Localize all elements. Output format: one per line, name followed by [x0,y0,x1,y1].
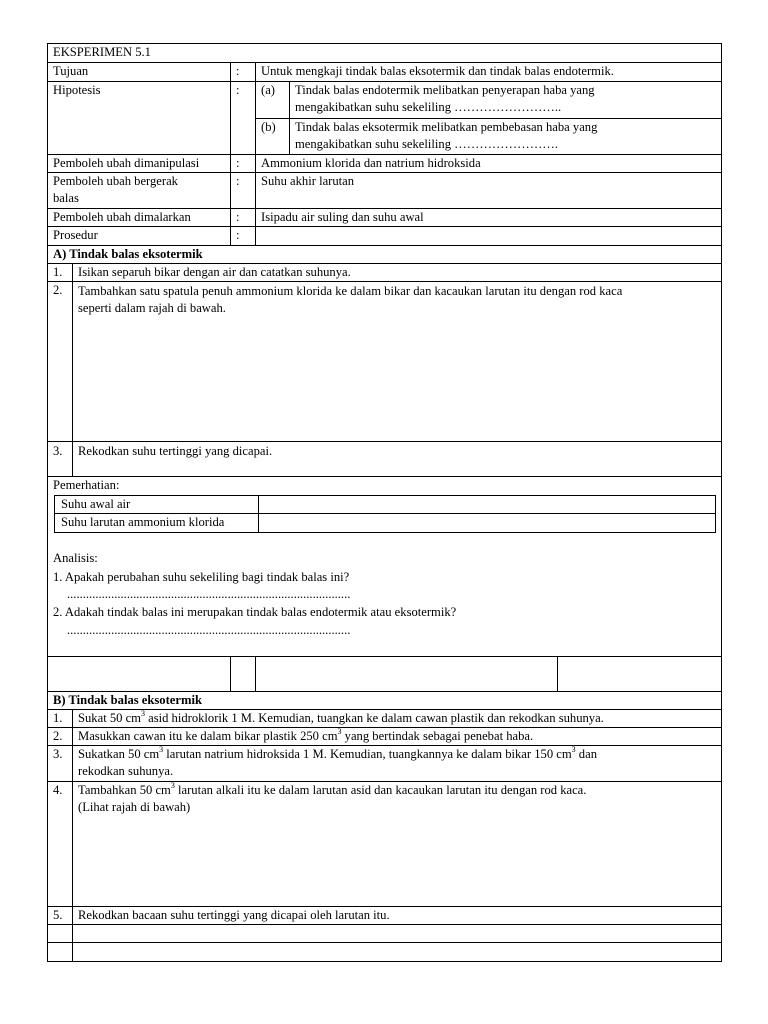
section-b-step-2 [48,728,721,746]
dimalarkan-colon: : [236,210,240,224]
step-number: 2. [53,283,63,297]
observation-row [55,496,715,514]
manipulasi-label: Pemboleh ubah dimanipulasi [53,156,200,170]
prosedur-label: Prosedur [53,228,98,242]
hipotesis-b-line2: mengakibatkan suhu sekeliling ……………………. [295,137,559,151]
step-text-b: yang bertindak sebagai penebat haba. [341,729,534,743]
analysis-question-1: 1. Apakah perubahan suhu sekeliling bagi tindak balas ini? [53,570,350,584]
section-b-step-3 [48,746,721,782]
step-text-a: Masukkan cawan itu ke dalam bikar plastik 250 cm [78,729,338,743]
step-text: Isikan separuh bikar dengan air dan catatkan suhunya. [78,265,351,279]
observation-heading: Pemerhatian: [53,478,120,492]
section-b-step-4 [48,782,721,907]
analysis-answer-line-1[interactable]: .......................................................................................... [67,587,351,601]
bergerak-row [48,173,721,209]
section-a-heading: A) Tindak balas eksotermik [53,247,203,261]
observation-row [55,514,715,532]
hipotesis-a-line2: mengakibatkan suhu sekeliling …………………….. [295,100,562,114]
bergerak-value: Suhu akhir larutan [261,174,355,188]
dimalarkan-row [48,209,721,227]
step-text-a: Sukatkan 50 cm [78,747,160,761]
step-number: 4. [53,783,63,797]
experiment-table [47,43,722,962]
hipotesis-row [48,82,721,155]
blank-step-row [48,943,721,961]
hipotesis-b [256,119,721,154]
step-text-line2: rekodkan suhunya. [78,764,174,778]
step-text-line2: seperti dalam rajah di bawah. [78,301,226,315]
section-a-step-1 [48,264,721,282]
step-text: Rekodkan bacaan suhu tertinggi yang dicapai oleh larutan itu. [78,908,390,922]
hipotesis-colon: : [236,83,240,97]
step-text-c: dan [575,747,597,761]
superscript: 3 [337,728,342,736]
section-b-heading: B) Tindak balas eksotermik [53,693,202,707]
section-a-step-2 [48,282,721,442]
dimalarkan-label: Pemboleh ubah dimalarkan [53,210,191,224]
step-text-line2: (Lihat rajah di bawah) [78,800,191,814]
step-number: 1. [53,711,63,725]
observation-table [54,495,716,533]
blank-step-row [48,925,721,943]
analysis-answer-line-2[interactable]: .......................................................................................... [67,623,351,637]
tujuan-row [48,63,721,82]
superscript: 3 [159,746,164,754]
hipotesis-b-line1: Tindak balas eksotermik melibatkan pembebasan haba yang [295,120,598,134]
analysis-heading: Analisis: [53,551,98,565]
section-b-step-5 [48,907,721,925]
title-row [48,44,721,63]
step-number: 5. [53,908,63,922]
prosedur-colon: : [236,228,240,242]
superscript: 3 [170,782,175,790]
tujuan-value: Untuk mengkaji tindak balas eksotermik dan tindak balas endotermik. [261,64,614,78]
step-text-line1: Tambahkan satu spatula penuh ammonium klorida ke dalam bikar dan kacaukan larutan itu dengan rod kaca [78,284,623,298]
observation-value-cell[interactable] [258,514,715,532]
hipotesis-b-tag: (b) [261,120,276,134]
dimalarkan-value: Isipadu air suling dan suhu awal [261,210,424,224]
experiment-title: EKSPERIMEN 5.1 [53,45,151,59]
step-text-a: Sukat 50 cm [78,711,141,725]
bergerak-colon: : [236,174,240,188]
step-text-b: larutan natrium hidroksida 1 M. Kemudian, tuangkannya ke dalam bikar 150 cm [163,747,572,761]
manipulasi-value: Ammonium klorida dan natrium hidroksida [261,156,481,170]
bergerak-label-line1: Pemboleh ubah bergerak [53,174,178,188]
step-text-b: larutan alkali itu ke dalam larutan asid dan kacaukan larutan itu dengan rod kaca. [174,783,587,797]
observation-analysis-block [48,477,721,657]
step-text-a: Tambahkan 50 cm [78,783,171,797]
observation-value-cell[interactable] [258,496,715,513]
superscript: 3 [140,710,145,718]
observation-label: Suhu larutan ammonium klorida [61,515,225,529]
step-number: 3. [53,444,63,458]
hipotesis-label: Hipotesis [53,83,101,97]
hipotesis-a-tag: (a) [261,83,275,97]
analysis-question-2: 2. Adakah tindak balas ini merupakan tindak balas endotermik atau eksotermik? [53,605,457,619]
step-number: 1. [53,265,63,279]
step-text: Rekodkan suhu tertinggi yang dicapai. [78,444,273,458]
step-number: 2. [53,729,63,743]
manipulasi-row [48,155,721,173]
prosedur-row [48,227,721,246]
section-a-heading-row [48,246,721,264]
observation-label: Suhu awal air [61,497,131,511]
section-b-step-1 [48,710,721,728]
blank-row [48,657,721,692]
bergerak-label-line2: balas [53,191,79,205]
tujuan-colon: : [236,64,240,78]
hipotesis-a [256,82,721,119]
superscript: 3 [571,746,576,754]
step-text-b: asid hidroklorik 1 M. Kemudian, tuangkan ke dalam cawan plastik dan rekodkan suhunya. [144,711,604,725]
step-number: 3. [53,747,63,761]
manipulasi-colon: : [236,156,240,170]
section-b-heading-row [48,692,721,710]
hipotesis-a-line1: Tindak balas endotermik melibatkan penyerapan haba yang [295,83,595,97]
section-a-step-3 [48,442,721,477]
tujuan-label: Tujuan [53,64,89,78]
